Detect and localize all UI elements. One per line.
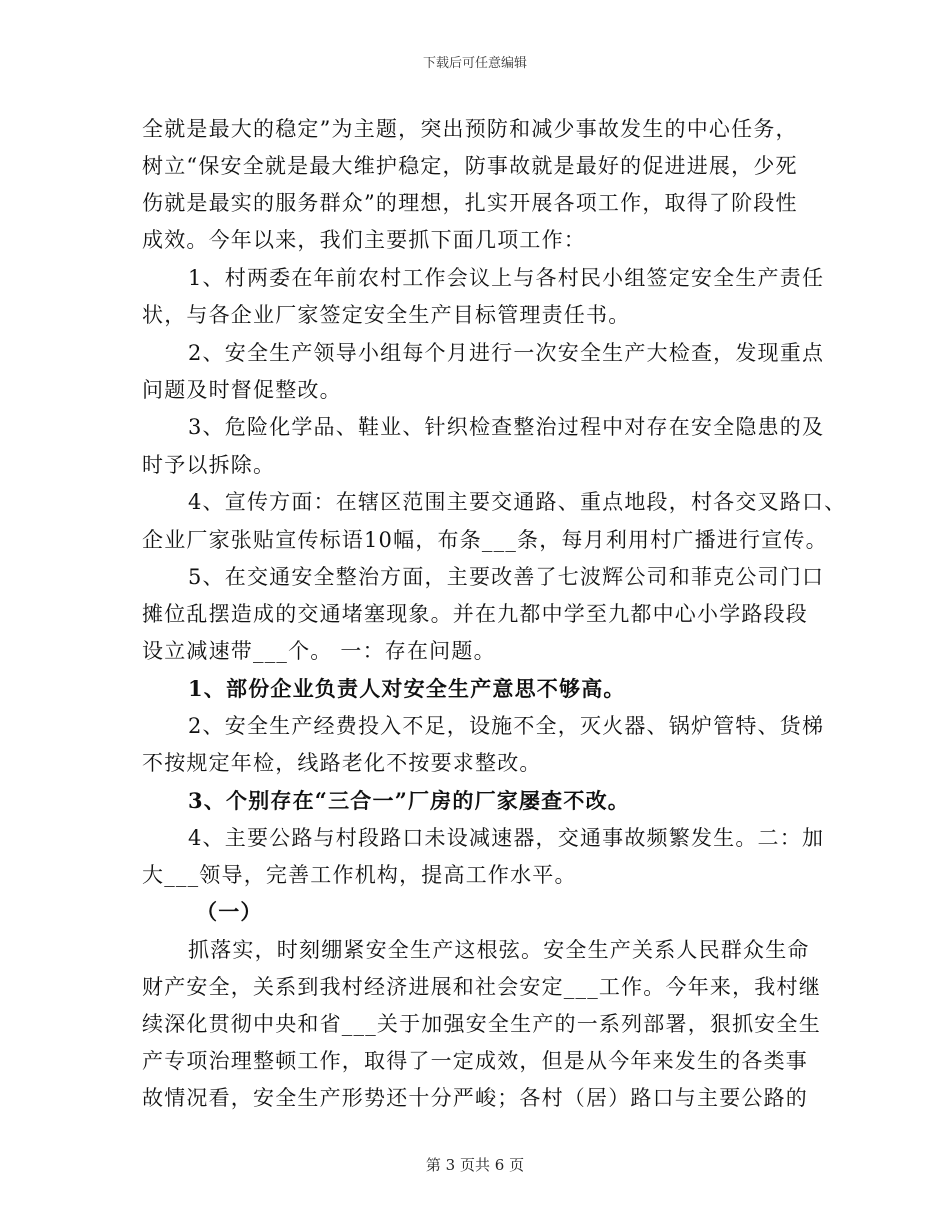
body-line: 摊位乱摆造成的交通堵塞现象。并在九都中学至九都中心小学路段段 — [142, 602, 808, 626]
section-heading: （一） — [196, 899, 263, 924]
body-line: 抓落实，时刻绷紧安全生产这根弦。安全生产关系人民群众生命 — [188, 938, 810, 962]
problem-item-1: 1、部份企业负责人对安全生产意思不够高。 — [188, 676, 626, 701]
list-item-4: 4、宣传方面：在辖区范围主要交通路、重点地段，村各交叉路口、 — [188, 490, 847, 514]
body-line: 成效。今年以来，我们主要抓下面几项工作： — [142, 228, 586, 252]
list-item-5: 5、在交通安全整治方面，主要改善了七波辉公司和菲克公司门口 — [188, 565, 825, 589]
list-item-3: 3、危险化学品、鞋业、针织检查整治过程中对存在安全隐患的及 — [188, 415, 825, 439]
body-line: 全就是最大的稳定”为主题，突出预防和减少事故发生的中心任务， — [142, 117, 798, 141]
body-line: 问题及时督促整改。 — [142, 378, 342, 402]
body-line: 时予以拆除。 — [142, 453, 276, 477]
body-line: 大___领导，完善工作机构，提高工作水平。 — [142, 863, 577, 887]
problem-item-4: 4、主要公路与村段路口未设减速器，交通事故频繁发生。二：加 — [188, 826, 825, 850]
problem-item-2: 2、安全生产经费投入不足，设施不全，灭火器、锅炉管特、货梯 — [188, 714, 825, 738]
list-item-2: 2、安全生产领导小组每个月进行一次安全生产大检查，发现重点 — [188, 341, 825, 365]
body-line: 树立“保安全就是最大维护稳定，防事故就是最好的促进进展，少死 — [142, 154, 798, 178]
body-line: 不按规定年检，线路老化不按要求整改。 — [142, 751, 542, 775]
body-line: 状，与各企业厂家签定安全生产目标管理责任书。 — [142, 303, 631, 327]
body-line: 设立减速带___个。 一：存在问题。 — [142, 639, 496, 663]
body-line: 企业厂家张贴宣传标语10幅，布条___条，每月利用村广播进行宣传。 — [142, 528, 828, 552]
list-item-1: 1、村两委在年前农村工作会议上与各村民小组签定安全生产责任 — [188, 266, 825, 290]
page-header: 下载后可任意编辑 — [422, 56, 527, 71]
body-line: 财产安全，关系到我村经济进展和社会安定___工作。今年来，我村继 — [142, 975, 821, 999]
body-line: 续深化贯彻中央和省___关于加强安全生产的一系列部署，狠抓安全生 — [142, 1012, 821, 1036]
problem-item-3: 3、个别存在“三合一”厂房的厂家屡查不改。 — [188, 788, 630, 813]
body-line: 故情况看，安全生产形势还十分严峻；各村（居）路口与主要公路的 — [142, 1086, 808, 1110]
body-line: 产专项治理整顿工作，取得了一定成效，但是从今年来发生的各类事 — [142, 1049, 808, 1073]
page-footer: 第 3 页共 6 页 — [425, 1156, 525, 1174]
body-line: 伤就是最实的服务群众”的理想，扎实开展各项工作，取得了阶段性 — [142, 191, 798, 215]
